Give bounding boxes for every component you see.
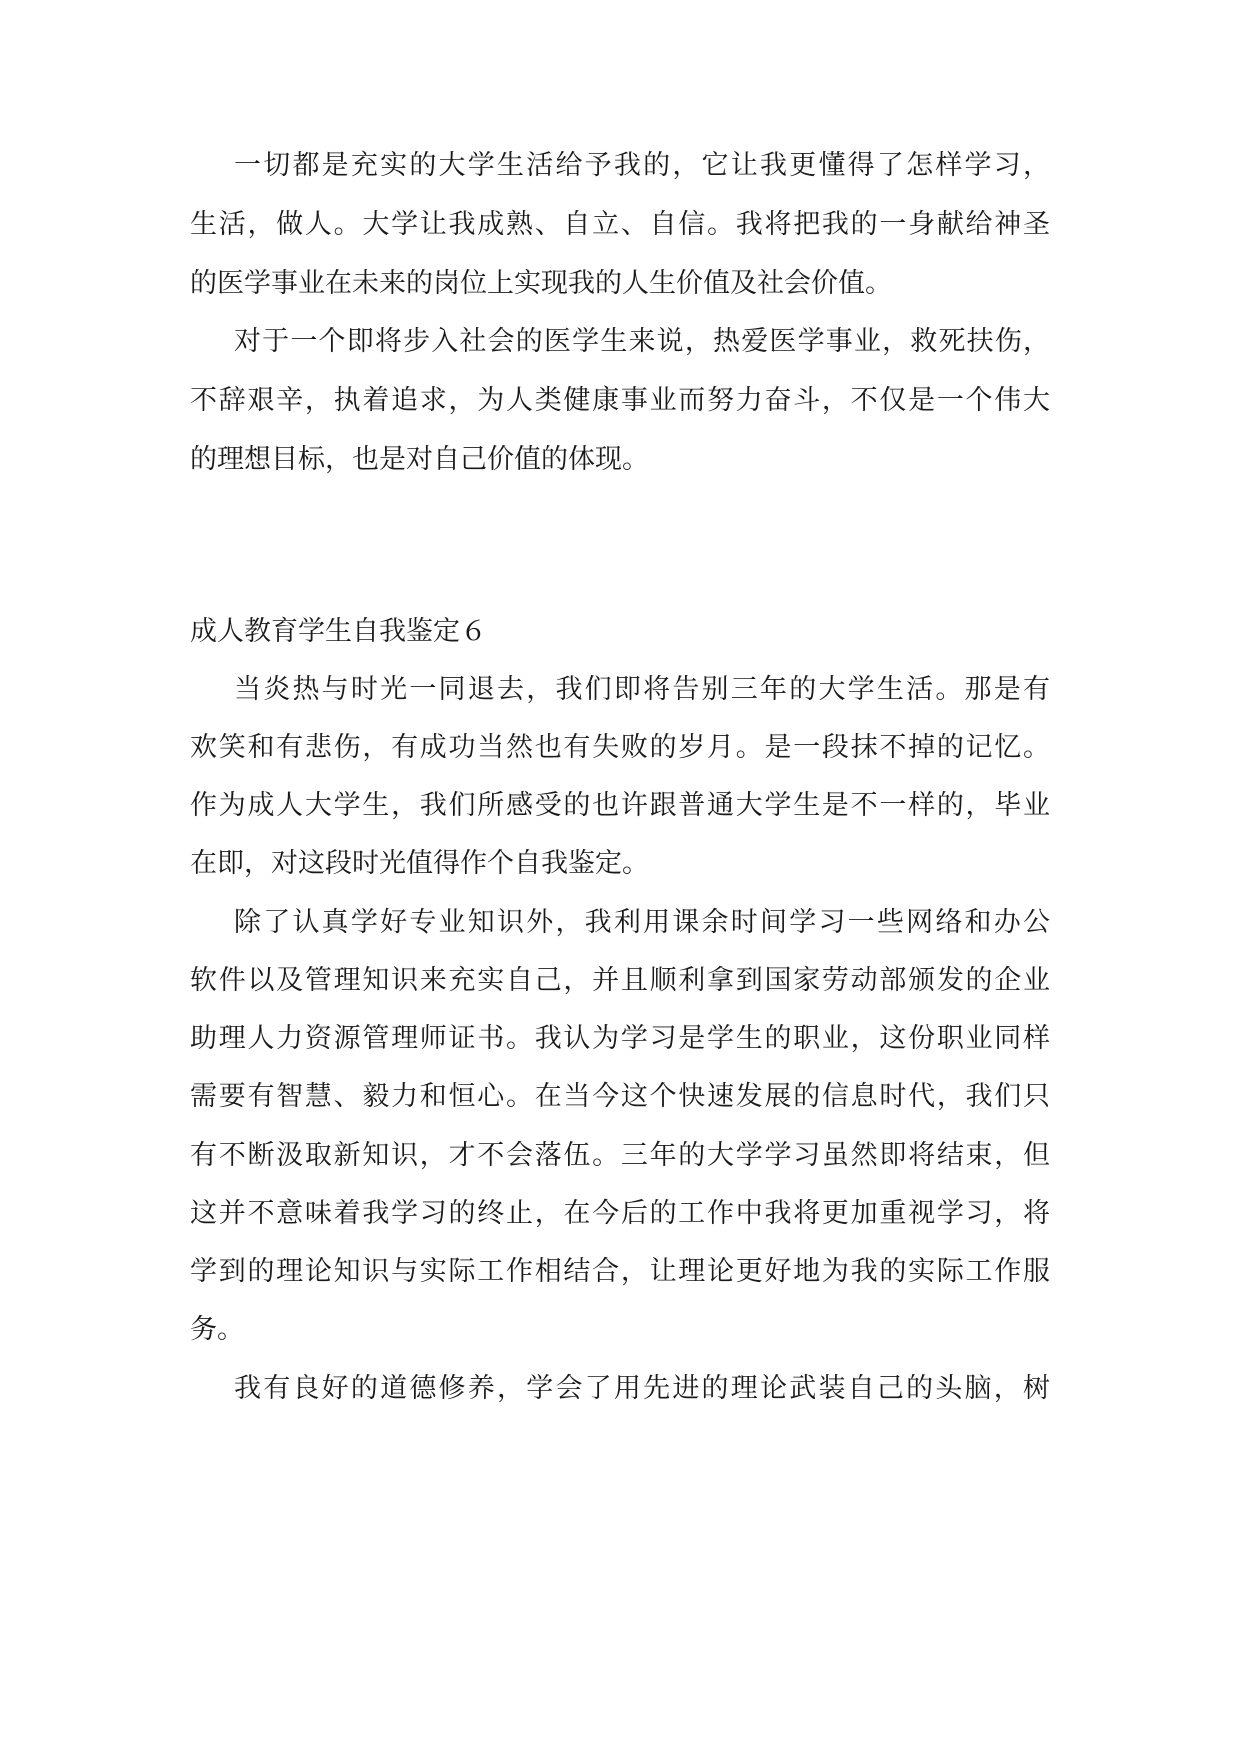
paragraph-line: 作为成人大学生，我们所感受的也许跟普通大学生是不一样的，毕业 xyxy=(190,790,1050,821)
paragraph-line: 需要有智慧、毅力和恒心。在当今这个快速发展的信息时代，我们只 xyxy=(190,1081,1050,1112)
paragraph-line: 当炎热与时光一同退去，我们即将告别三年的大学生活。那是有 xyxy=(234,674,1050,705)
paragraph-line: 学到的理论知识与实际工作相结合，让理论更好地为我的实际工作服 xyxy=(190,1256,1050,1287)
paragraph-line: 欢笑和有悲伤，有成功当然也有失败的岁月。是一段抹不掉的记忆。 xyxy=(190,732,1050,763)
paragraph-line: 务。 xyxy=(190,1314,244,1345)
paragraph-line: 这并不意味着我学习的终止，在今后的工作中我将更加重视学习，将 xyxy=(190,1198,1050,1229)
paragraph-line: 一切都是充实的大学生活给予我的，它让我更懂得了怎样学习， xyxy=(234,150,1050,181)
paragraph-line: 在即，对这段时光值得作个自我鉴定。 xyxy=(190,848,649,879)
section-heading: 成人教育学生自我鉴定６ xyxy=(190,616,487,647)
paragraph-line: 助理人力资源管理师证书。我认为学习是学生的职业，这份职业同样 xyxy=(190,1023,1050,1054)
paragraph-line: 的理想目标，也是对自己价值的体现。 xyxy=(190,444,649,475)
paragraph-line: 的医学事业在未来的岗位上实现我的人生价值及社会价值。 xyxy=(190,268,892,299)
paragraph-line: 有不断汲取新知识，才不会落伍。三年的大学学习虽然即将结束，但 xyxy=(190,1140,1050,1171)
paragraph-line: 生活，做人。大学让我成熟、自立、自信。我将把我的一身献给神圣 xyxy=(190,209,1050,240)
paragraph-line: 对于一个即将步入社会的医学生来说，热爱医学事业，救死扶伤， xyxy=(234,326,1050,357)
paragraph-line: 除了认真学好专业知识外，我利用课余时间学习一些网络和办公 xyxy=(234,907,1050,938)
paragraph-line: 软件以及管理知识来充实自己，并且顺利拿到国家劳动部颁发的企业 xyxy=(190,965,1050,996)
paragraph-line: 不辞艰辛，执着追求，为人类健康事业而努力奋斗，不仅是一个伟大 xyxy=(190,385,1050,416)
paragraph-line: 我有良好的道德修养，学会了用先进的理论武装自己的头脑，树 xyxy=(234,1373,1050,1404)
